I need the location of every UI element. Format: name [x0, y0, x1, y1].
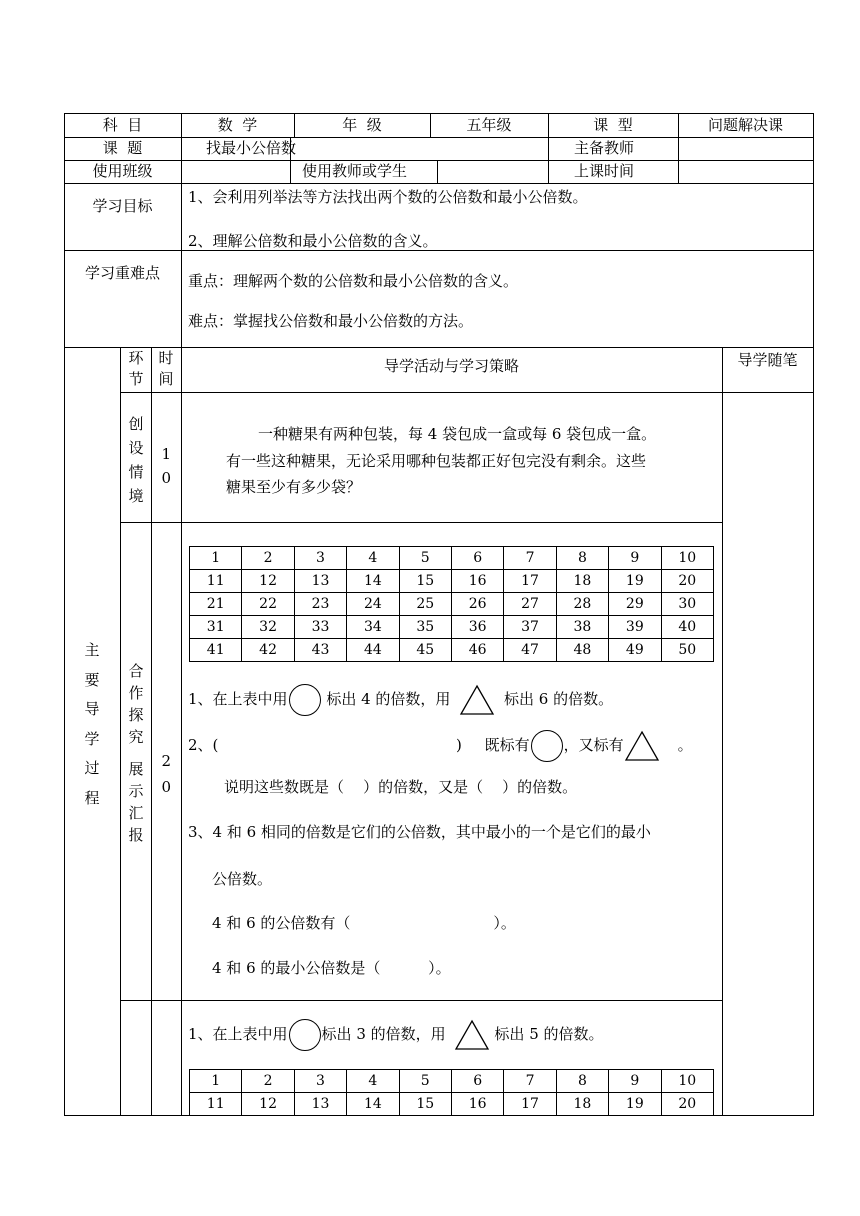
grid-cell: 40	[661, 616, 713, 639]
col-segment-header	[124, 348, 148, 390]
grid-cell: 45	[399, 639, 451, 662]
grid-cell: 19	[609, 1093, 661, 1116]
section2-q2	[188, 730, 218, 760]
col-divider	[120, 347, 121, 1115]
grid-cell: 24	[347, 593, 399, 616]
circle-icon	[289, 1019, 321, 1051]
grid-cell: 41	[190, 639, 242, 662]
grid-cell: 19	[609, 570, 661, 593]
grid-cell: 47	[504, 639, 556, 662]
grid-row	[190, 1070, 714, 1093]
grid-row	[190, 1093, 714, 1116]
q1-text-c: 标出 5 的倍数。	[494, 1025, 604, 1043]
grid-cell: 14	[347, 570, 399, 593]
q1-text-a: 1、在上表中用	[188, 690, 288, 708]
process-label-text: 主要导学过程	[84, 641, 100, 807]
topic-label: 课 题	[102, 139, 143, 157]
number-grid-1-20	[189, 1069, 714, 1116]
grid-cell: 33	[294, 616, 346, 639]
section2-q1	[188, 684, 613, 716]
objective-1: 1、会利用列举法等方法找出两个数的公倍数和最小公倍数。	[188, 188, 588, 206]
grid-row	[190, 616, 714, 639]
grid-cell: 31	[190, 616, 242, 639]
teacher-label: 主备教师	[574, 139, 635, 157]
section2-q2-rest	[456, 730, 693, 762]
section2-segment-2: 展示汇报	[128, 760, 144, 844]
section1-line-2: 有一些这种糖果，无论采用哪种包装都正好包完没有剩余。这些	[226, 452, 647, 470]
grid-cell: 42	[242, 639, 294, 662]
topic-value: 找最小公倍数	[206, 139, 297, 157]
grid-cell: 14	[347, 1093, 399, 1116]
grid-cell: 3	[294, 1070, 346, 1093]
q1-text-c: 标出 6 的倍数。	[503, 690, 614, 708]
objectives-label: 学习目标	[92, 197, 153, 215]
section1-segment-text: 创设情境	[128, 415, 144, 505]
grid-cell: 12	[242, 1093, 294, 1116]
row-divider	[64, 183, 814, 184]
circle-icon	[289, 684, 321, 716]
section1-line-3: 糖果至少有多少袋？	[226, 478, 362, 496]
triangle-icon	[624, 730, 660, 762]
grid-cell: 29	[609, 593, 661, 616]
section2-lcm: 4 和 6 的最小公倍数是（ ）。	[212, 959, 451, 977]
grid-cell: 1	[190, 547, 242, 570]
type-value: 问题解决课	[707, 116, 783, 134]
table-border-right	[813, 113, 814, 1115]
grid-cell: 36	[451, 616, 503, 639]
section2-segment-1: 合作探究	[128, 662, 144, 746]
section1-line-1: 一种糖果有两种包装，每 4 袋包成一盒或每 6 袋包成一盒。	[258, 425, 657, 443]
q1-text-b: 标出 4 的倍数，用	[326, 690, 451, 708]
grid-cell: 34	[347, 616, 399, 639]
grid-cell: 6	[451, 1070, 503, 1093]
grid-cell: 37	[504, 616, 556, 639]
grid-cell: 39	[609, 616, 661, 639]
grid-cell: 13	[294, 1093, 346, 1116]
key-point: 重点：理解两个数的公倍数和最小公倍数的含义。	[188, 272, 519, 290]
col-divider	[181, 347, 182, 1115]
q2-close: )	[456, 736, 462, 754]
grid-cell: 25	[399, 593, 451, 616]
number-grid-1-50	[189, 546, 714, 662]
col-segment-text: 环节	[128, 349, 144, 388]
section2-q3-line1: 3、4 和 6 相同的倍数是它们的公倍数，其中最小的一个是它们的最小	[188, 823, 651, 841]
grid-row	[190, 570, 714, 593]
q1-text-a: 1、在上表中用	[188, 1025, 288, 1043]
grid-cell: 46	[451, 639, 503, 662]
grid-cell: 11	[190, 570, 242, 593]
grid-row	[190, 547, 714, 570]
difficult-point: 难点：掌握找公倍数和最小公倍数的方法。	[188, 312, 474, 330]
q2-end: 。	[677, 736, 693, 754]
grid-cell: 35	[399, 616, 451, 639]
col-divider	[181, 113, 182, 347]
grid-cell: 43	[294, 639, 346, 662]
grid-cell: 8	[556, 1070, 608, 1093]
grid-cell: 15	[399, 570, 451, 593]
grid-row	[190, 639, 714, 662]
col-time-text: 时间	[158, 349, 174, 388]
row-divider	[120, 522, 722, 523]
grid-cell: 12	[242, 570, 294, 593]
section3-q1	[188, 1019, 604, 1051]
grid-cell: 17	[504, 1093, 556, 1116]
grid-cell: 2	[242, 1070, 294, 1093]
grid-cell: 2	[242, 547, 294, 570]
grid-cell: 3	[294, 547, 346, 570]
type-label: 课 型	[593, 116, 633, 134]
triangle-icon	[459, 684, 495, 716]
grid-cell: 18	[556, 1093, 608, 1116]
q2-open: 2、(	[188, 736, 219, 754]
col-divider	[722, 347, 723, 1115]
grid-cell: 4	[347, 547, 399, 570]
grid-cell: 11	[190, 1093, 242, 1116]
table-border-top	[64, 113, 814, 114]
process-label	[68, 636, 116, 813]
grid-cell: 1	[190, 1070, 242, 1093]
section1-time-text: 10	[161, 445, 172, 487]
col-divider	[437, 160, 438, 183]
grid-cell: 10	[661, 1070, 713, 1093]
grid-cell: 38	[556, 616, 608, 639]
grade-value: 五年级	[466, 116, 512, 134]
grid-cell: 15	[399, 1093, 451, 1116]
q1-text-b: 标出 3 的倍数，用	[321, 1025, 446, 1043]
row-divider	[120, 392, 814, 393]
difficulties-label: 学习重难点	[84, 264, 160, 282]
class-label: 使用班级	[92, 162, 153, 180]
grid-cell: 7	[504, 547, 556, 570]
section2-segment	[124, 660, 148, 846]
grid-cell: 20	[661, 1093, 713, 1116]
grid-cell: 27	[504, 593, 556, 616]
section2-common-multiples: 4 和 6 的公倍数有（ ）。	[212, 914, 516, 932]
grid-cell: 21	[190, 593, 242, 616]
grid-cell: 6	[451, 547, 503, 570]
q2-text-b: 既标有	[484, 736, 530, 754]
grid-cell: 13	[294, 570, 346, 593]
user-label: 使用教师或学生	[302, 162, 408, 180]
grid-cell: 7	[504, 1070, 556, 1093]
grid-cell: 10	[661, 547, 713, 570]
grid-cell: 50	[661, 639, 713, 662]
section2-q2-note: 说明这些数既是（ ）的倍数，又是（ ）的倍数。	[224, 778, 578, 796]
row-divider	[64, 250, 814, 251]
grid-cell: 22	[242, 593, 294, 616]
grid-cell: 16	[451, 1093, 503, 1116]
grid-cell: 30	[661, 593, 713, 616]
q2-text-c: ，又标有	[563, 736, 624, 754]
row-divider	[120, 1000, 722, 1001]
grid-cell: 18	[556, 570, 608, 593]
grid-cell: 44	[347, 639, 399, 662]
subject-value: 数 学	[217, 116, 258, 134]
grid-cell: 20	[661, 570, 713, 593]
section2-q3-line2: 公倍数。	[212, 870, 273, 888]
grid-cell: 5	[399, 547, 451, 570]
grid-cell: 8	[556, 547, 608, 570]
grid-cell: 23	[294, 593, 346, 616]
grid-cell: 48	[556, 639, 608, 662]
grid-cell: 17	[504, 570, 556, 593]
col-notes-header: 导学随笔	[737, 351, 798, 369]
grid-cell: 32	[242, 616, 294, 639]
grid-cell: 9	[609, 547, 661, 570]
grid-cell: 9	[609, 1070, 661, 1093]
section2-time-text: 20	[161, 752, 172, 796]
subject-label: 科 目	[102, 116, 143, 134]
section1-segment	[124, 412, 148, 508]
circle-icon	[531, 730, 563, 762]
grid-cell: 4	[347, 1070, 399, 1093]
grade-label: 年 级	[342, 116, 382, 134]
grid-cell: 5	[399, 1070, 451, 1093]
grid-cell: 26	[451, 593, 503, 616]
col-activity-header: 导学活动与学习策略	[383, 357, 519, 375]
objective-2: 2、理解公倍数和最小公倍数的含义。	[188, 232, 438, 250]
section1-time	[154, 442, 178, 490]
col-divider	[151, 347, 152, 1115]
grid-row	[190, 593, 714, 616]
section2-time	[154, 748, 178, 800]
grid-cell: 16	[451, 570, 503, 593]
grid-cell: 49	[609, 639, 661, 662]
grid-cell: 28	[556, 593, 608, 616]
time-label: 上课时间	[574, 162, 635, 180]
triangle-icon	[454, 1019, 490, 1051]
col-time-header	[154, 348, 178, 390]
